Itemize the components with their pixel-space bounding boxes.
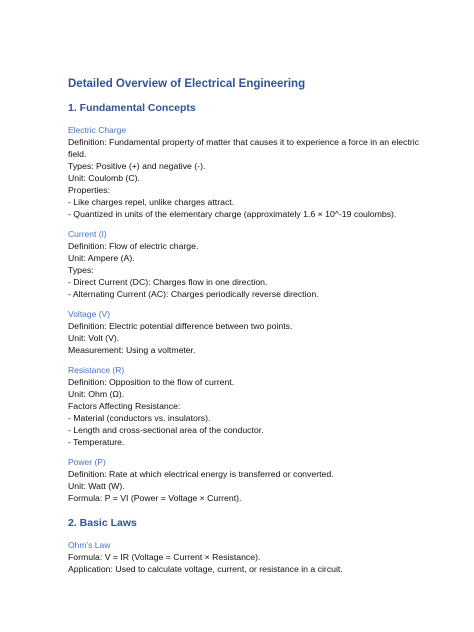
bullet-line: - Length and cross-sectional area of the conductor. bbox=[68, 425, 264, 435]
text-line: Application: Used to calculate voltage, current, or resistance in a circuit. bbox=[68, 564, 343, 574]
section-heading-basic-laws: 2. Basic Laws bbox=[68, 517, 137, 529]
text-line: Definition: Fundamental property of matter that causes it to experience a force in an electric bbox=[68, 137, 420, 147]
bullet-line: - Like charges repel, unlike charges attract. bbox=[68, 197, 235, 207]
bullet-line: - Alternating Current (AC): Charges periodically reverse direction. bbox=[68, 289, 319, 299]
text-line: Properties: bbox=[68, 185, 111, 195]
bullet-line: - Temperature. bbox=[68, 437, 125, 447]
text-line: Unit: Watt (W). bbox=[68, 481, 125, 491]
bullet-line: - Direct Current (DC): Charges flow in one direction. bbox=[68, 277, 268, 287]
text-line: Definition: Rate at which electrical energy is transferred or converted. bbox=[68, 469, 334, 479]
text-line: Definition: Opposition to the flow of current. bbox=[68, 377, 235, 387]
text-line: Measurement: Using a voltmeter. bbox=[68, 345, 196, 355]
section-heading-fundamental-concepts: 1. Fundamental Concepts bbox=[68, 102, 196, 114]
text-line: Definition: Flow of electric charge. bbox=[68, 241, 199, 251]
subsection-heading-current: Current (I) bbox=[68, 229, 107, 239]
text-line: Formula: V = IR (Voltage = Current × Resistance). bbox=[68, 552, 261, 562]
text-line: Unit: Ampere (A). bbox=[68, 253, 135, 263]
subsection-heading-electric-charge: Electric Charge bbox=[68, 125, 127, 135]
text-line: Unit: Volt (V). bbox=[68, 333, 120, 343]
text-line: Formula: P = VI (Power = Voltage × Current). bbox=[68, 493, 242, 503]
document-content bbox=[68, 76, 428, 575]
text-line: Unit: Ohm (Ω). bbox=[68, 389, 125, 399]
text-line: Unit: Coulomb (C). bbox=[68, 173, 140, 183]
subsection-heading-power: Power (P) bbox=[68, 457, 106, 467]
bullet-line: - Material (conductors vs. insulators). bbox=[68, 413, 211, 423]
subsection-heading-ohms-law: Ohm’s Law bbox=[68, 540, 111, 550]
text-line: Types: Positive (+) and negative (-). bbox=[68, 161, 206, 171]
subsection-heading-resistance: Resistance (R) bbox=[68, 365, 125, 375]
text-line: Definition: Electric potential difference between two points. bbox=[68, 321, 293, 331]
text-line: field. bbox=[68, 149, 87, 159]
document-title: Detailed Overview of Electrical Engineering bbox=[68, 78, 306, 90]
text-line: Types: bbox=[68, 265, 94, 275]
subsection-heading-voltage: Voltage (V) bbox=[68, 309, 111, 319]
bullet-line: - Quantized in units of the elementary charge (approximately 1.6 × 10^-19 coulombs). bbox=[68, 209, 397, 219]
text-line: Factors Affecting Resistance: bbox=[68, 401, 181, 411]
